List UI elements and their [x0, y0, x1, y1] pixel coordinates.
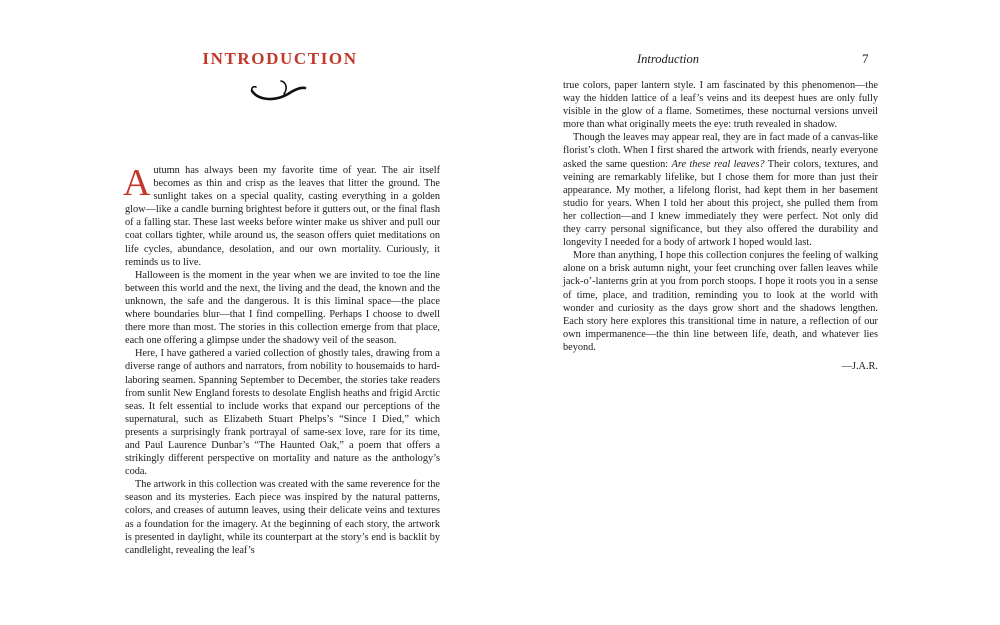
right-body-text [563, 79, 878, 373]
paragraph-closing: More than anything, I hope this collection conjures the feeling of walking alone on a brisk autumn night, your feet crunching over fallen leaves while jack-o’-lanterns grin at you from porch stoops. I hope it roots you in a sense of time, place, and tradition, reminding you to look at the world with wonder and curiosity as the days grow short and the shadows lengthen. Each story here explores this transitional time in nature, a reflection of our own impermanence—the thin line between life, death, and whatever lies beyond. [563, 250, 878, 353]
flourish-ornament-icon [248, 78, 308, 102]
paragraph-4: The artwork in this collection was created with the same reverence for the season and its mysteries. Each piece was inspired by the natural patterns, colors, and creases of autumn leaves, using their delicate veins and textures as a foundation for the imagery. At the beginning of each story, the artwork is presented in daylight, while its counterpart at the story’s end is backlit by candlelight, revealing the leaf’s [125, 479, 440, 556]
right-page [500, 0, 1000, 625]
paragraph-2: Halloween is the moment in the year when we are invited to toe the line between this world and the next, the living and the dead, the known and the unknown, the safe and the dangerous. It is this liminal space—the place where boundaries blur—that I find compelling. Perhaps I choose to dwell there more than most. The stories in this collection emerge from that place, each one offering a glimpse under the shadowy veil of the season. [125, 269, 440, 347]
paragraph-leaves [563, 131, 878, 249]
page-number: 7 [862, 51, 869, 66]
author-signature: —J.A.R. [841, 360, 878, 372]
left-body-text [125, 164, 440, 557]
chapter-title: INTRODUCTION [202, 49, 358, 68]
paragraph-3: Here, I have gathered a varied collection of ghostly tales, drawing from a diverse range of authors and narrators, from nobility to housemaids to hard-laboring seamen. Spanning September to December, the stories take readers from sunlit New England forests to desolate English heaths and frigid Arctic seas. It felt essential to include works that expand our perceptions of the supernatural, such as Elizabeth Stuart Phelps’s “Since I Died,” which presents a surprisingly frank portrayal of same-sex love, rare for its time, and Paul Laurence Dunbar’s “The Haunted Oak,” a poem that offers a strikingly different perspective on mortality and nature as the anthology’s coda. [125, 348, 440, 478]
paragraph-1 [125, 164, 440, 269]
paragraph-1-text: utumn has always been my favorite time of year. The air itself becomes as thin and crisp as the leaves that litter the ground. The sunlight takes on a special quality, casting everything in a golden glow—like a candle burning brightest before it gutters out, or the final flash of a falling star. These last weeks before winter make us shiver and pull our coat collars tighter, while around us, the season offers quiet meditations on life cycles, abundance, desolation, and our own mortality. Curiously, it reminds us to live. [125, 165, 440, 268]
paragraph-continued: true colors, paper lantern style. I am fascinated by this phenomenon—the way the hidden lattice of a leaf’s veins and its deepest hues are only fully visible in the glow of a flame. Sometimes, these nocturnal versions unveil more than what originally meets the eye: truth revealed in shadow. [563, 80, 878, 131]
paragraph-leaves-text-a: Though the leaves may appear real, they are in fact made of a canvas-like florist’s cloth. When I first shared the artwork with friends, nearly everyone asked the same question: [563, 132, 878, 170]
running-head: Introduction [636, 52, 700, 66]
paragraph-leaves-question: Are these real leaves? [671, 158, 765, 170]
drop-cap: A [123, 162, 151, 204]
paragraph-leaves-text-b: Their colors, textures, and veining are remarkably lifelike, but I chose them for more than just their appearance. My mother, a lifelong florist, had kept them in her basement studio for years. When I told her about this project, she pulled them from her collection—and I knew immediately they were perfect. Not only did they carry personal significance, but they also offered the durability and longevity I needed for a body of artwork I hoped would last. [563, 158, 879, 249]
